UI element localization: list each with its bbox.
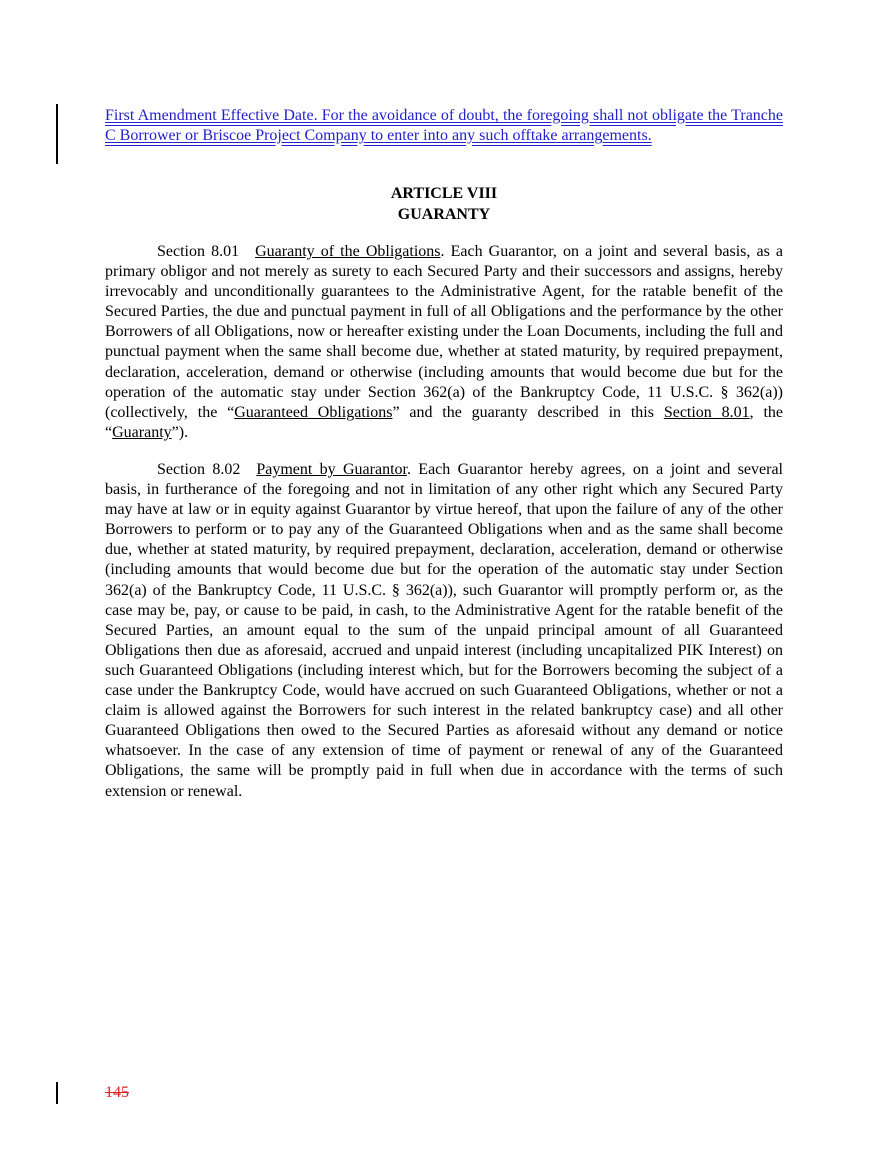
section-title: Guaranty of the Obligations — [255, 243, 441, 260]
section-body: , the “ — [105, 403, 784, 441]
section-8-01 — [105, 242, 783, 443]
article-heading — [105, 184, 783, 225]
section-number: Section 8.01 — [157, 243, 240, 260]
defined-term: Guaranteed Obligations — [234, 403, 393, 421]
section-body: . Each Guarantor, on a joint and several basis, as a primary obligor and not merely as surety to each Secured Party and their successors and assigns, hereby irrevocably and unconditionally guarantees to the Administrative Agent, for the ratable benefit of the Secured Parties, the due and punctual payment in full of all Obligations and the performance by the other Borrowers of all Obligations, now or hereafter existing under the Loan Documents, including the full and punctual payment when the same shall become due, whether at stated maturity, by required prepayment, declaration, acceleration, demand or otherwise (including amounts that would become due but for the operation of the automatic stay under Section 362(a) of the Bankruptcy Code, 11 U.S.C. § 362(a)) (collectively, the “ — [105, 243, 784, 421]
section-body: ” and the guaranty described in this — [392, 403, 664, 421]
section-body: . Each Guarantor hereby agrees, on a joint and several basis, in furtherance of the foregoing and not in limitation of any other right which any Secured Party may have at law or in equity against Guarantor by virtue hereof, that upon the failure of any of the other Borrowers to perform or to pay any of the Guaranteed Obligations when and as the same shall become due, whether at stated maturity, by required prepayment, declaration, acceleration, demand or otherwise (including amounts that would become due but for the operation of the automatic stay under Section 362(a) of the Bankruptcy Code, 11 U.S.C. § 362(a)), such Guarantor will promptly perform or, as the case may be, pay, or cause to be paid, in cash, to the Administrative Agent for the ratable benefit of the Secured Parties, an amount equal to the sum of the unpaid principal amount of all Guaranteed Obligations then due as aforesaid, accrued and unpaid interest (including uncapitalized PIK Interest) on such Guaranteed Obligations (including interest which, but for the Borrowers becoming the subject of a case under the Bankruptcy Code, would have accrued on such Guaranteed Obligations, whether or not a claim is allowed against the Borrowers for such interest in the related bankruptcy case) and all other Guaranteed Obligations then owed to the Secured Parties as aforesaid without any demand or notice whatsoever. In the case of any extension of time of payment or renewal of any of the Guaranteed Obligations, the same will be promptly paid in full when due in accordance with the terms of such extension or renewal. — [105, 461, 784, 800]
inserted-text: First Amendment Effective Date. For the avoidance of doubt, the foregoing shall not obligate the Tranche C Borrower or Briscoe Project Company to enter into any such offtake arrangements. — [105, 107, 783, 145]
inserted-text-paragraph — [105, 106, 783, 146]
section-number: Section 8.02 — [157, 461, 241, 478]
section-reference: Section 8.01 — [663, 403, 750, 421]
page-number-deleted: 145 — [105, 1084, 129, 1101]
defined-term: Guaranty — [112, 423, 172, 441]
article-number: ARTICLE VIII — [390, 185, 498, 202]
change-bar-bottom — [56, 1082, 58, 1104]
section-title: Payment by Guarantor — [256, 461, 407, 478]
section-body: ”). — [171, 423, 189, 441]
section-8-02 — [105, 460, 783, 802]
change-bar-top — [56, 104, 58, 164]
article-title: GUARANTY — [397, 205, 491, 223]
